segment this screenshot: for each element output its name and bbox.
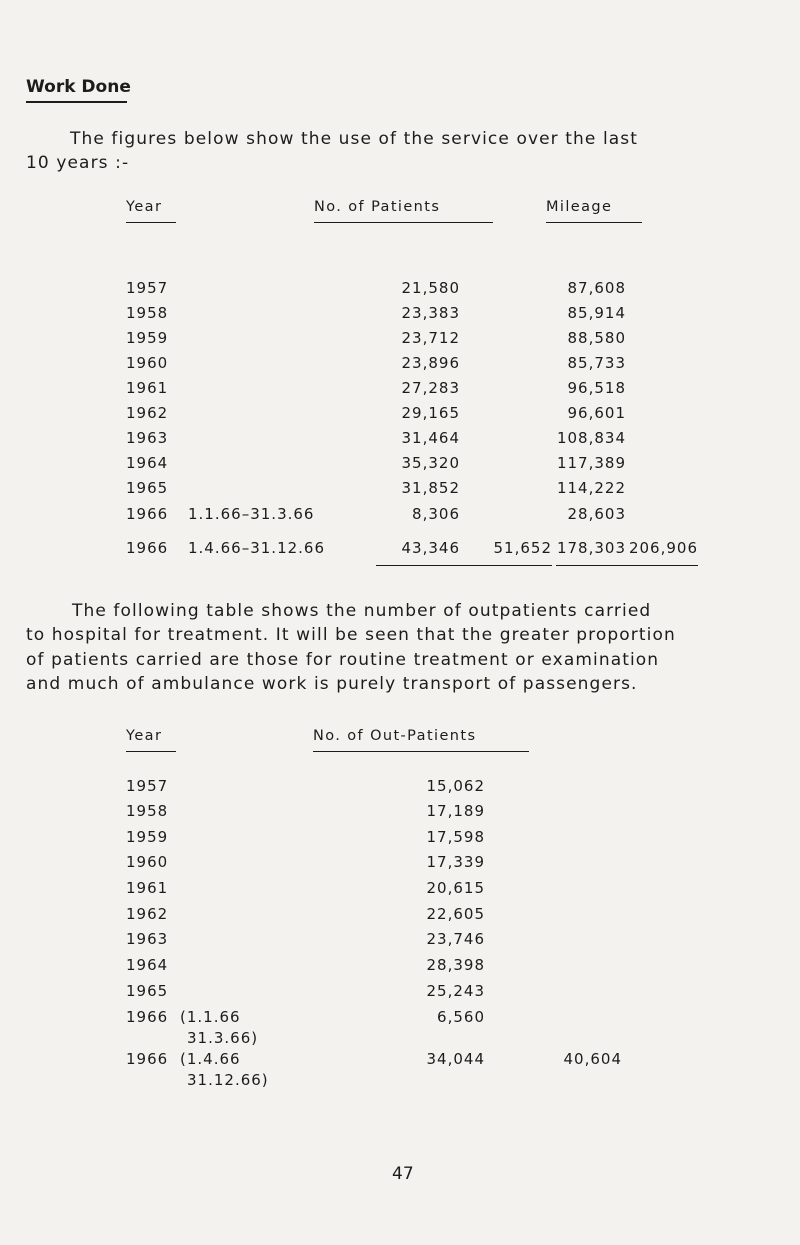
table1-patients-cell: 23,896 xyxy=(401,354,460,372)
table2-outpatients-cell: 17,189 xyxy=(426,802,485,820)
table1-patients-total-rule xyxy=(376,565,552,566)
table1-mileage-cell: 108,834 xyxy=(556,429,626,447)
table2-outpatients-cell: 17,339 xyxy=(426,853,485,871)
table1-patients-header: No. of Patients xyxy=(314,199,441,215)
table2-year-cell: 1966 xyxy=(126,1050,169,1068)
table1-mileage-total-cell: 206,906 xyxy=(628,539,698,557)
table2-year-cell: 1965 xyxy=(126,982,169,1000)
intro-line-1: The figures below show the use of the service over the last xyxy=(70,129,639,149)
table1-year-cell: 1962 xyxy=(126,404,169,422)
table2-period-start-cell: (1.1.66 xyxy=(180,1008,241,1026)
paragraph2-line-3: of patients carried are those for routine treatment or examination xyxy=(26,650,660,670)
table1-year-cell: 1957 xyxy=(126,279,169,297)
table1-mileage-cell: 85,733 xyxy=(567,354,626,372)
table2-outpatients-cell: 28,398 xyxy=(426,956,485,974)
table1-year-cell: 1966 xyxy=(126,539,169,557)
table2-outpatients-cell: 25,243 xyxy=(426,982,485,1000)
table1-mileage-cell: 96,518 xyxy=(567,379,626,397)
table1-patients-cell: 31,852 xyxy=(401,479,460,497)
table1-patients-cell: 29,165 xyxy=(401,404,460,422)
table1-patients-cell: 35,320 xyxy=(401,454,460,472)
table1-mileage-cell: 96,601 xyxy=(567,404,626,422)
table1-mileage-header: Mileage xyxy=(546,199,613,215)
table1-patients-cell: 21,580 xyxy=(401,279,460,297)
table1-mileage-cell: 85,914 xyxy=(567,304,626,322)
table2-outpatients-cell: 23,746 xyxy=(426,930,485,948)
table2-year-cell: 1960 xyxy=(126,853,169,871)
heading-underline xyxy=(26,101,127,103)
table2-year-cell: 1961 xyxy=(126,879,169,897)
table2-period-end-cell: 31.3.66) xyxy=(187,1029,259,1047)
table1-patients-cell: 23,712 xyxy=(401,329,460,347)
table1-mileage-cell: 114,222 xyxy=(556,479,626,497)
table2-year-header: Year xyxy=(126,728,163,744)
table2-year-cell: 1957 xyxy=(126,777,169,795)
table1-patients-cell: 31,464 xyxy=(401,429,460,447)
table1-year-header: Year xyxy=(126,199,163,215)
table1-mileage-cell: 87,608 xyxy=(567,279,626,297)
table2-year-cell: 1966 xyxy=(126,1008,169,1026)
table1-year-header-rule xyxy=(126,222,176,223)
table1-patients-cell: 8,306 xyxy=(412,505,460,523)
table2-outpatients-cell: 20,615 xyxy=(426,879,485,897)
table1-patients-cell: 23,383 xyxy=(401,304,460,322)
table2-outpatients-cell: 34,044 xyxy=(426,1050,485,1068)
table1-mileage-cell: 88,580 xyxy=(567,329,626,347)
table2-year-cell: 1964 xyxy=(126,956,169,974)
table1-year-cell: 1958 xyxy=(126,304,169,322)
table1-mileage-cell: 117,389 xyxy=(556,454,626,472)
table1-patients-cell: 43,346 xyxy=(401,539,460,557)
table2-period-start-cell: (1.4.66 xyxy=(180,1050,241,1068)
table2-total-cell: 40,604 xyxy=(563,1050,622,1068)
table1-mileage-total-rule xyxy=(556,565,698,566)
table1-patients-total-cell: 51,652 xyxy=(493,539,552,557)
table2-year-header-rule xyxy=(126,751,176,752)
paragraph2-line-2: to hospital for treatment. It will be seen that the greater proportion xyxy=(26,625,676,645)
paragraph2-line-1: The following table shows the number of outpatients carried xyxy=(72,601,652,621)
page-number: 47 xyxy=(392,1164,414,1184)
table1-year-cell: 1964 xyxy=(126,454,169,472)
table1-patients-header-rule xyxy=(314,222,493,223)
table1-mileage-cell: 178,303 xyxy=(556,539,626,557)
table2-outpatients-cell: 17,598 xyxy=(426,828,485,846)
table2-year-cell: 1963 xyxy=(126,930,169,948)
table2-outpatients-cell: 6,560 xyxy=(437,1008,485,1026)
table1-year-cell: 1959 xyxy=(126,329,169,347)
table1-period-cell: 1.4.66–31.12.66 xyxy=(188,539,326,557)
table1-year-cell: 1960 xyxy=(126,354,169,372)
table2-year-cell: 1959 xyxy=(126,828,169,846)
table1-period-cell: 1.1.66–31.3.66 xyxy=(188,505,315,523)
table2-outpatients-cell: 15,062 xyxy=(426,777,485,795)
table1-mileage-header-rule xyxy=(546,222,642,223)
table1-year-cell: 1966 xyxy=(126,505,169,523)
table1-mileage-cell: 28,603 xyxy=(567,505,626,523)
table2-year-cell: 1958 xyxy=(126,802,169,820)
table1-year-cell: 1965 xyxy=(126,479,169,497)
table1-year-cell: 1961 xyxy=(126,379,169,397)
table2-period-end-cell: 31.12.66) xyxy=(187,1071,269,1089)
table2-year-cell: 1962 xyxy=(126,905,169,923)
intro-line-2: 10 years :- xyxy=(26,153,130,173)
table2-outpatients-header-rule xyxy=(313,751,529,752)
table2-outpatients-cell: 22,605 xyxy=(426,905,485,923)
paragraph2-line-4: and much of ambulance work is purely transport of passengers. xyxy=(26,674,638,694)
table1-patients-cell: 27,283 xyxy=(401,379,460,397)
table1-year-cell: 1963 xyxy=(126,429,169,447)
table2-outpatients-header: No. of Out-Patients xyxy=(313,728,477,744)
section-heading: Work Done xyxy=(26,77,131,97)
